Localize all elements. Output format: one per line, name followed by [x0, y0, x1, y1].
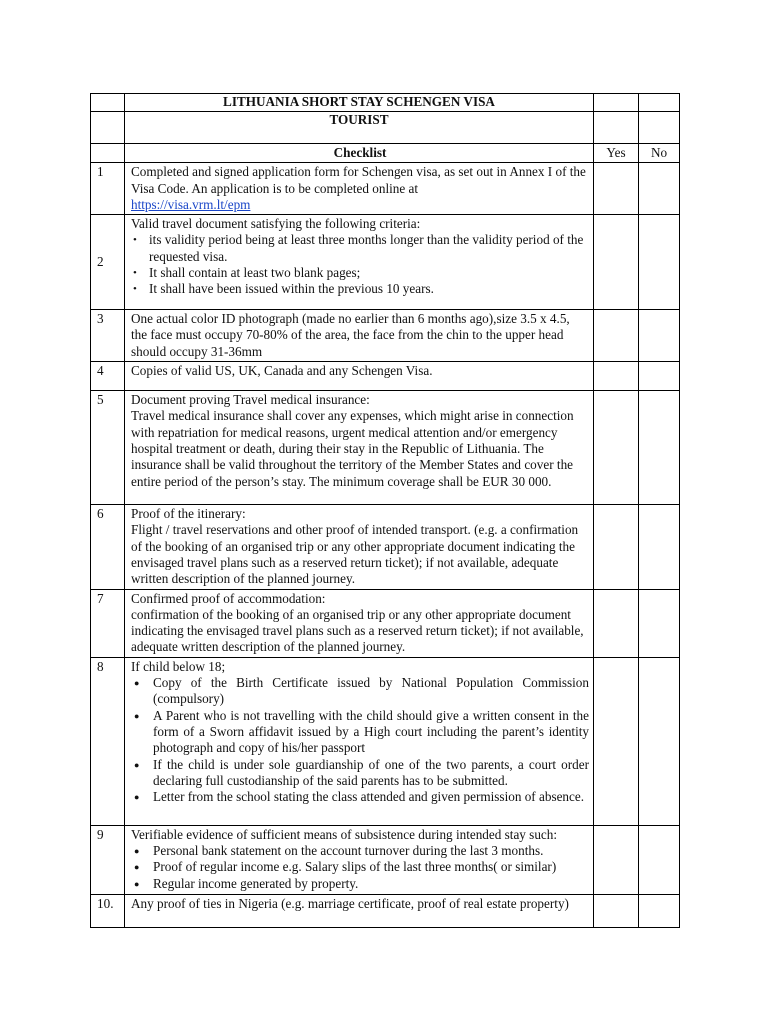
- row-intro: Verifiable evidence of sufficient means of subsistence during intended stay such:: [131, 826, 558, 842]
- no-checkbox-cell[interactable]: [639, 362, 680, 391]
- no-checkbox-cell[interactable]: [639, 310, 680, 362]
- row-intro: If child below 18;: [131, 658, 226, 674]
- list-item: ● A Parent who is not travelling with the child should give a written consent in the form of a Sworn affidavit issued by a High court including the parent’s identity photograph and copy of his/her passport: [131, 708, 589, 757]
- row-intro: Valid travel document satisfying the following criteria:: [131, 216, 421, 232]
- no-checkbox-cell[interactable]: [639, 391, 680, 505]
- row-content: [125, 391, 594, 505]
- document-title: LITHUANIA SHORT STAY SCHENGEN VISA: [125, 94, 594, 112]
- row-number: 8: [91, 657, 125, 825]
- yes-checkbox-cell[interactable]: [594, 894, 639, 927]
- yes-checkbox-cell[interactable]: [594, 391, 639, 505]
- yes-checkbox-cell[interactable]: [594, 163, 639, 215]
- yes-checkbox-cell[interactable]: [594, 215, 639, 310]
- list-item: ● Regular income generated by property.: [131, 876, 589, 892]
- row-content: [125, 163, 594, 215]
- row-content: [125, 825, 594, 894]
- no-checkbox-cell[interactable]: [639, 505, 680, 589]
- row-number: 3: [91, 310, 125, 362]
- title-num-cell: [91, 94, 125, 112]
- yes-checkbox-cell[interactable]: [594, 657, 639, 825]
- title-yes-cell: [594, 94, 639, 112]
- no-checkbox-cell[interactable]: [639, 163, 680, 215]
- document-subtitle: TOURIST: [125, 112, 594, 144]
- row-number: 6: [91, 505, 125, 589]
- checklist-row: [91, 215, 680, 310]
- row-text: Travel medical insurance shall cover any expenses, which might arise in connection with repatriation for medical reasons, urgent medical attention and/or emergency hospital treatment or death, during their stay in the Republic of Lithuania. The insurance shall be valid throughout the territory of the Member States and cover the entire period of the person’s stay. The minimum coverage shall be EUR 30 000.: [131, 408, 574, 489]
- visa-checklist-table: [90, 93, 680, 928]
- title-no-cell: [639, 94, 680, 112]
- yes-checkbox-cell[interactable]: [594, 310, 639, 362]
- list-item: • its validity period being at least three months longer than the validity period of the requested visa.: [131, 232, 589, 265]
- row-number: 7: [91, 589, 125, 657]
- row-text: Flight / travel reservations and other proof of intended transport. (e.g. a confirmation of the booking of an organised trip or any other appropriate document indicating the envisaged travel plans such as a reserved return ticket); if not available, adequate written description of the planned journey.: [131, 522, 579, 587]
- row-number: 9: [91, 825, 125, 894]
- checklist-row: [91, 310, 680, 362]
- subsistence-list: [131, 843, 589, 892]
- list-item: • It shall have been issued within the previous 10 years.: [131, 281, 589, 297]
- checklist-row: [91, 163, 680, 215]
- yes-checkbox-cell[interactable]: [594, 505, 639, 589]
- row-content: [125, 589, 594, 657]
- row-number: 4: [91, 362, 125, 391]
- row-content: [125, 215, 594, 310]
- list-item: ● Copy of the Birth Certificate issued by National Population Commission (compulsory): [131, 675, 589, 708]
- row-text: Any proof of ties in Nigeria (e.g. marriage certificate, proof of real estate property): [125, 894, 594, 927]
- title-row-2: [91, 112, 680, 144]
- no-checkbox-cell[interactable]: [639, 894, 680, 927]
- row-text: Copies of valid US, UK, Canada and any Schengen Visa.: [125, 362, 594, 391]
- header-row: [91, 144, 680, 163]
- yes-checkbox-cell[interactable]: [594, 362, 639, 391]
- row-text: Completed and signed application form for Schengen visa, as set out in Annex I of the Visa Code. An application is to be completed online at: [131, 164, 586, 196]
- list-item: ● If the child is under sole guardianship of one of the two parents, a court order declaring full custodianship of the said parents has to be submitted.: [131, 757, 589, 790]
- checklist-row: [91, 362, 680, 391]
- list-item: • It shall contain at least two blank pages;: [131, 265, 589, 281]
- row-content: [125, 505, 594, 589]
- no-header: No: [639, 144, 680, 163]
- row-intro: Proof of the itinerary:: [131, 506, 246, 522]
- checklist-row: [91, 505, 680, 589]
- list-item: ● Proof of regular income e.g. Salary slips of the last three months( or similar): [131, 859, 589, 875]
- row-number: 2: [91, 215, 125, 310]
- row-number: 1: [91, 163, 125, 215]
- checklist-row: [91, 894, 680, 927]
- criteria-list: [131, 232, 589, 297]
- checklist-header: Checklist: [125, 144, 594, 163]
- title-row-1: [91, 94, 680, 112]
- checklist-row: [91, 589, 680, 657]
- row-number: 10.: [91, 894, 125, 927]
- no-checkbox-cell[interactable]: [639, 215, 680, 310]
- row-intro: Confirmed proof of accommodation:: [131, 590, 326, 606]
- checklist-row: [91, 657, 680, 825]
- checklist-row: [91, 825, 680, 894]
- no-checkbox-cell[interactable]: [639, 589, 680, 657]
- yes-header: Yes: [594, 144, 639, 163]
- yes-checkbox-cell[interactable]: [594, 825, 639, 894]
- child-requirements-list: [131, 675, 589, 805]
- row-intro: Document proving Travel medical insurance:: [131, 392, 370, 408]
- no-checkbox-cell[interactable]: [639, 825, 680, 894]
- list-item: ● Personal bank statement on the account turnover during the last 3 months.: [131, 843, 589, 859]
- row-text: confirmation of the booking of an organised trip or any other appropriate document indicating the envisaged travel plans such as a reserved return ticket); if not available, adequate written description of the planned journey.: [131, 606, 584, 655]
- yes-checkbox-cell[interactable]: [594, 589, 639, 657]
- application-link[interactable]: https://visa.vrm.lt/epm: [131, 196, 251, 212]
- checklist-row: [91, 391, 680, 505]
- row-text: One actual color ID photograph (made no earlier than 6 months ago),size 3.5 x 4.5, the face must occupy 70-80% of the area, the face from the chin to the upper head should occupy 31-36mm: [125, 310, 594, 362]
- no-checkbox-cell[interactable]: [639, 657, 680, 825]
- row-number: 5: [91, 391, 125, 505]
- row-content: [125, 657, 594, 825]
- list-item: ● Letter from the school stating the class attended and given permission of absence.: [131, 789, 589, 805]
